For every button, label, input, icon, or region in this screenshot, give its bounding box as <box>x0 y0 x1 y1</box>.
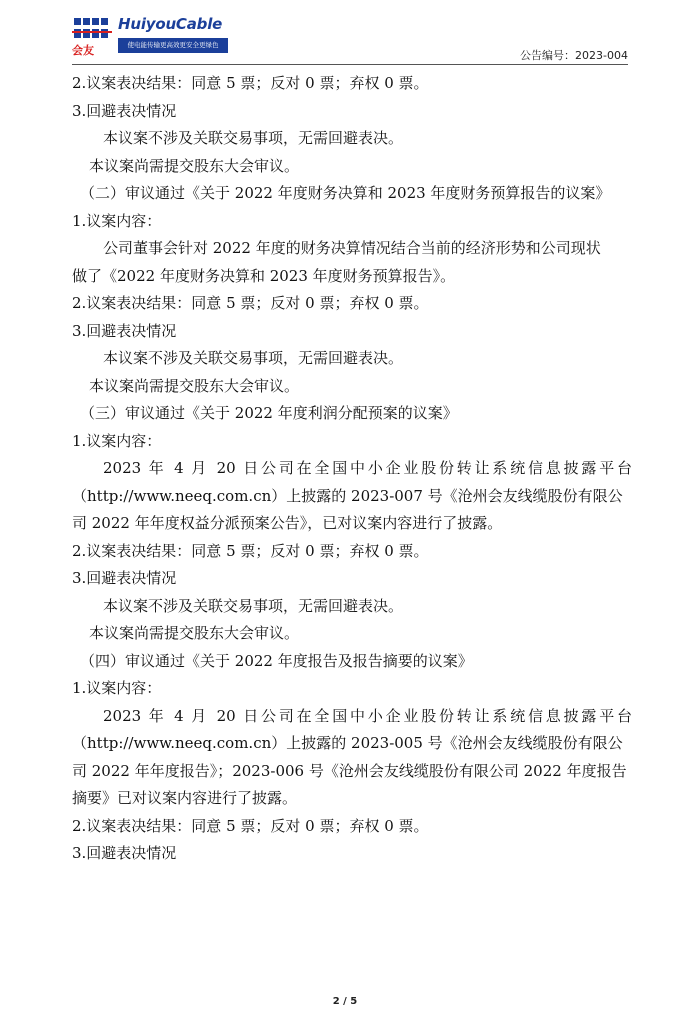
page-header <box>0 0 690 66</box>
paragraph-line: 2.议案表决结果：同意 5 票；反对 0 票；弃权 0 票。 <box>72 816 429 835</box>
paragraph-line: 2.议案表决结果：同意 5 票；反对 0 票；弃权 0 票。 <box>72 74 429 92</box>
section-heading: （四）审议通过《关于 2022 年度报告及报告摘要的议案》 <box>80 651 473 670</box>
paragraph-line: 2023 年 4 月 20 日公司在全国中小企业股份转让系统信息披露平台 <box>103 706 632 725</box>
paragraph-line: 2.议案表决结果：同意 5 票；反对 0 票；弃权 0 票。 <box>72 541 429 560</box>
paragraph-line: 本议案尚需提交股东大会审议。 <box>89 156 300 175</box>
paragraph-line: 本议案尚需提交股东大会审议。 <box>89 376 300 395</box>
paragraph-line: 2023 年 4 月 20 日公司在全国中小企业股份转让系统信息披露平台 <box>103 459 632 477</box>
logo-brand-text: HuiyouCable <box>118 15 223 33</box>
paragraph-line: 3.回避表决情况 <box>72 569 177 587</box>
paragraph-line: 司 2022 年年度权益分派预案公告》，已对议案内容进行了披露。 <box>72 514 503 532</box>
company-logo <box>72 14 232 58</box>
paragraph-line: （http://www.neeq.com.cn）上披露的 2023-007 号《沧州会友线缆股份有限公 <box>72 486 623 505</box>
logo-chinese-text: 会友 <box>72 44 94 57</box>
paragraph-line: 1.议案内容： <box>72 211 162 230</box>
paragraph-line: 本议案尚需提交股东大会审议。 <box>89 624 300 642</box>
section-heading: （三）审议通过《关于 2022 年度利润分配预案的议案》 <box>80 404 458 422</box>
paragraph-line: （http://www.neeq.com.cn）上披露的 2023-005 号《沧州会友线缆股份有限公 <box>72 734 623 752</box>
paragraph-line: 司 2022 年年度报告》；2023-006 号《沧州会友线缆股份有限公司 2022 年度报告 <box>72 761 627 780</box>
paragraph-line: 做了《2022 年度财务决算和 2023 年度财务预算报告》。 <box>72 266 456 285</box>
paragraph-line: 3.回避表决情况 <box>72 844 177 862</box>
paragraph-line: 3.回避表决情况 <box>72 101 177 120</box>
logo-slogan: 使电能传输更高效更安全更绿色 <box>118 38 228 53</box>
paragraph-line: 公司董事会针对 2022 年度的财务决算情况结合当前的经济形势和公司现状 <box>103 239 601 257</box>
paragraph-line: 本议案不涉及关联交易事项，无需回避表决。 <box>103 596 404 615</box>
section-heading: （二）审议通过《关于 2022 年度财务决算和 2023 年度财务预算报告的议案》 <box>80 184 611 202</box>
paragraph-line: 本议案不涉及关联交易事项，无需回避表决。 <box>103 349 404 367</box>
paragraph-line: 2.议案表决结果：同意 5 票；反对 0 票；弃权 0 票。 <box>72 294 429 312</box>
paragraph-line: 摘要》已对议案内容进行了披露。 <box>72 789 298 807</box>
document-body <box>72 70 632 868</box>
paragraph-line: 1.议案内容： <box>72 679 162 697</box>
page-number: 2 / 5 <box>332 996 358 1007</box>
paragraph-line: 本议案不涉及关联交易事项，无需回避表决。 <box>103 129 404 147</box>
paragraph-line: 1.议案内容： <box>72 431 162 450</box>
paragraph-line: 3.回避表决情况 <box>72 321 177 340</box>
header-divider <box>72 64 628 65</box>
announcement-number: 公告编号：2023-004 <box>520 49 628 62</box>
